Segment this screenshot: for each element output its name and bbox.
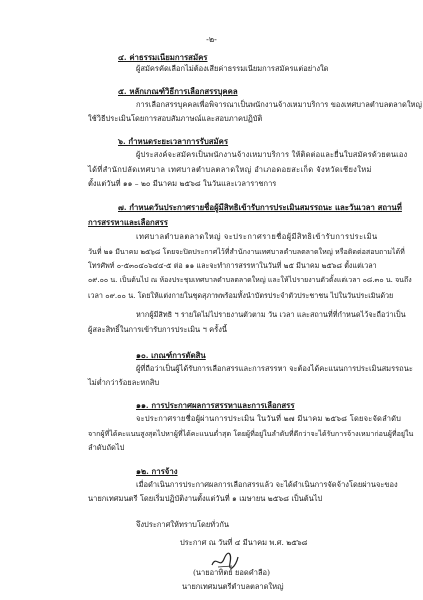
- section-6-line: ผู้ประสงค์จะสมัครเป็นพนักงานจ้างเหมาบริการ ให้ติดต่อและยื่นใบสมัครด้วยตนเอง: [136, 150, 408, 159]
- section-6-title: ๖. กำหนดระยะเวลาการรับสมัคร: [118, 137, 229, 146]
- section-4-title: ๔. ค่าธรรมเนียมการสมัคร: [118, 53, 208, 62]
- section-12-line: เมื่อดำเนินการประกาศผลการเลือกสรรแล้ว จะได้ดำเนินการจัดจ้างโดยผ่านจะของ: [136, 480, 398, 489]
- announcement-date: ประกาศ ณ วันที่ ๔ มีนาคม พ.ศ. ๒๕๖๘: [180, 538, 308, 547]
- section-7-line: โทรศัพท์ ๐-๕๓๐๔๐๖๔๔-๕ ต่อ ๑๑ และจะทำการสรรหาในวันที่ ๒๕ มีนาคม ๒๕๖๘ ตั้งแต่เวลา: [88, 261, 377, 270]
- section-7-line: วันที่ ๒๑ มีนาคม ๒๕๖๘ โดยจะปิดประกาศไว้ที่สำนักงานเทศบาลตำบลตลาดใหญ่ หรือติดต่อสอบถามได้ที่: [88, 247, 405, 256]
- signer-name: (นายอาทิตย์ ยอดคำลือ): [193, 568, 270, 577]
- section-5-line: ใช้วิธีประเมินโดยการสอบสัมภาษณ์และสอบภาคปฏิบัติ: [88, 114, 263, 123]
- page-number: -๒-: [206, 35, 217, 44]
- section-7-title: ๗. กำหนดวันประกาศรายชื่อผู้มีสิทธิเข้ารับการประเมินสมรรถนะ และวันเวลา สถานที่: [118, 203, 402, 212]
- section-5-title: ๕. หลักเกณฑ์วิธีการเลือกสรรบุคคล: [118, 87, 238, 96]
- section-7-title-cont: การสรรหาและเลือกสรร: [88, 218, 168, 227]
- section-11-line: ลำดับถัดไป: [88, 443, 125, 452]
- section-12-line: นายกเทศมนตรี โดยเริ่มปฏิบัติงานตั้งแต่วันที่ ๑ เมษายน ๒๕๖๘ เป็นต้นไป: [88, 494, 323, 503]
- section-7-line: ผู้สละสิทธิ์ในการเข้ารับการประเมิน ฯ ครั้งนี้: [88, 325, 228, 334]
- section-5-line: การเลือกสรรบุคคลเพื่อพิจารณาเป็นพนักงานจ้างเหมาบริการ ของเทศบาลตำบลตลาดใหญ่: [136, 100, 422, 109]
- section-11-title: ๑๑. การประกาศผลการสรรหาและการเลือกสรร: [136, 401, 295, 410]
- section-11-line: จากผู้ที่ได้คะแนนสูงสุดไปหาผู้ที่ได้คะแนนต่ำสุด โดยผู้ที่อยู่ในลำดับที่ดีกว่าจะได้รับการจ้างเหมาก่อนผู้ที่อยู่ใน: [88, 429, 414, 438]
- section-7-line: เวลา ๐๙.๐๐ น. โดยให้แต่งกายในชุดสุภาพพร้อมทั้งนำบัตรประจำตัวประชาชน ไปในวันประเมินด้วย: [88, 291, 394, 300]
- closing-statement: จึงประกาศให้ทราบโดยทั่วกัน: [136, 520, 230, 529]
- section-12-title: ๑๒. การจ้าง: [136, 467, 178, 476]
- section-10-line: ผู้ที่ถือว่าเป็นผู้ได้รับการเลือกสรรและการสรรหา จะต้องได้คะแนนการประเมินสมรรถนะ: [136, 364, 413, 373]
- section-11-line: จะประกาศรายชื่อผู้ผ่านการประเมิน ในวันที่ ๒๗ มีนาคม ๒๕๖๘ โดยจะจัดลำดับ: [136, 414, 402, 423]
- section-7-line: ๐๙.๐๐ น. เป็นต้นไป ณ ห้องประชุมเทศบาลตำบลตลาดใหญ่ และให้ไปรายงานตัวตั้งแต่เวลา ๐๘.๓๐ น. จนถึง: [88, 276, 412, 284]
- signer-title: นายกเทศมนตรีตำบลตลาดใหญ่: [182, 582, 284, 591]
- section-10-line: ไม่ต่ำกว่าร้อยละหกสิบ: [88, 378, 160, 387]
- section-10-title: ๑๐. เกณฑ์การตัดสิน: [136, 351, 206, 360]
- section-6-line: ได้ที่สำนักปลัดเทศบาล เทศบาลตำบลตลาดใหญ่ อำเภอดอยสะเก็ด จังหวัดเชียงใหม่: [88, 165, 372, 174]
- section-7-line: เทศบาลตำบลตลาดใหญ่ จะประกาศรายชื่อผู้มีสิทธิเข้ารับการประเมิน: [136, 232, 378, 241]
- section-4-line: ผู้สมัครคัดเลือกไม่ต้องเสียค่าธรรมเนียมการสมัครแต่อย่างใด: [136, 64, 329, 73]
- section-6-line: ตั้งแต่วันที่ ๑๑ – ๒๐ มีนาคม ๒๕๖๘ ในวันและเวลาราชการ: [88, 179, 277, 188]
- section-7-line: หากผู้มีสิทธิ ฯ รายใดไม่ไปรายงานตัวตาม วัน เวลา และสถานที่ที่กำหนดไว้จะถือว่าเป็น: [136, 310, 406, 319]
